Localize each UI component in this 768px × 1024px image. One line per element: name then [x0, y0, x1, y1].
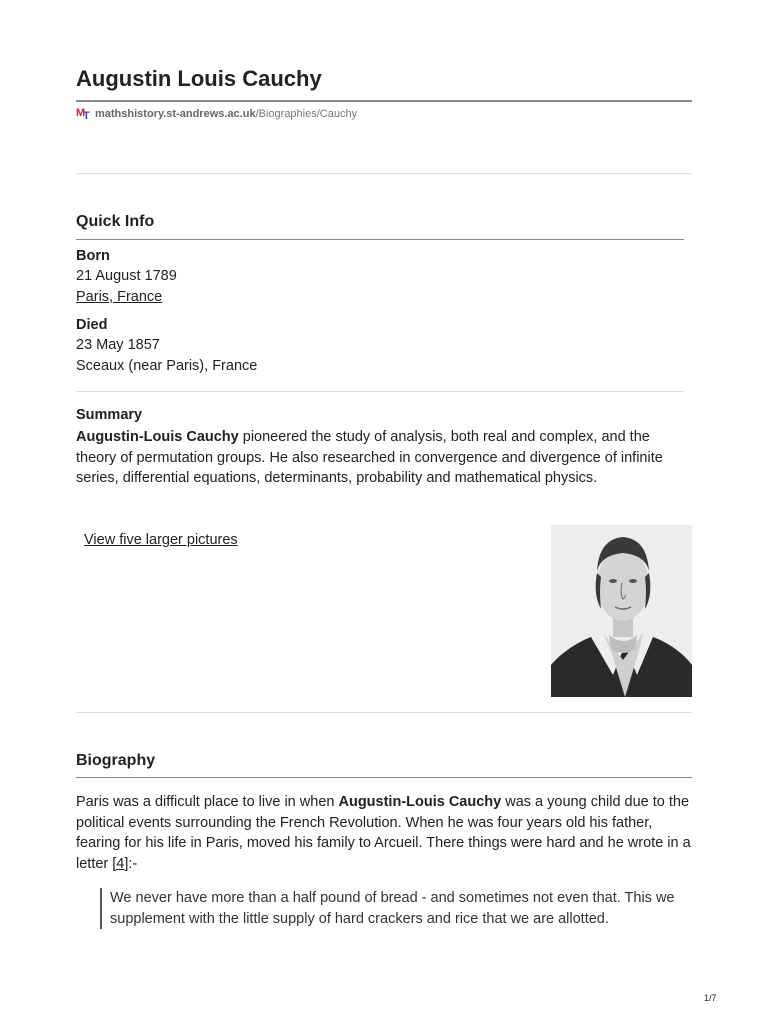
quick-info-heading: Quick Info — [76, 213, 155, 230]
page-title: Augustin Louis Cauchy — [76, 66, 322, 91]
died-date: 23 May 1857 — [76, 337, 160, 353]
biography-heading: Biography — [76, 752, 156, 769]
title-divider — [76, 100, 692, 102]
summary-text — [76, 427, 692, 489]
summary-subject-name: Augustin-Louis Cauchy — [76, 429, 239, 445]
biography-divider — [76, 777, 692, 778]
summary-body: pioneered the study of analysis, both real and complex, and the theory of permutation groups. He also researched in convergence and divergence of infinite series, differential equations, determinants, probability and mathematical physics. — [76, 429, 663, 486]
quick-info-divider — [76, 239, 684, 240]
source-url[interactable] — [76, 108, 357, 120]
divider — [76, 712, 692, 713]
born-place-link[interactable]: Paris, France — [76, 289, 163, 305]
divider — [76, 173, 692, 174]
source-domain: mathshistory.st-andrews.ac.uk — [95, 108, 256, 120]
reference-link[interactable]: [4] — [112, 855, 129, 872]
view-pictures-link[interactable]: View five larger pictures — [84, 532, 238, 548]
blockquote: We never have more than a half pound of bread - and sometimes not even that. This we supplement with the little supply of hard crackers and rice that we are allotted. — [100, 888, 690, 929]
cauchy-portrait[interactable] — [551, 525, 692, 697]
mathshistory-logo-icon: M T — [76, 107, 90, 122]
died-label: Died — [76, 317, 108, 333]
divider — [76, 391, 684, 392]
born-date: 21 August 1789 — [76, 268, 177, 284]
died-place: Sceaux (near Paris), France — [76, 358, 258, 374]
biography-subject-name: Augustin-Louis Cauchy — [338, 794, 502, 810]
summary-label: Summary — [76, 407, 143, 423]
biography-paragraph: Paris was a difficult place to live in when Augustin-Louis Cauchy was a young child due to the political events surrounding the French Revolution. When he was four years old his father, fearing for his life in Paris, moved his family to Arcueil. There things were hard and he wrote in a letter [4]:- — [76, 794, 691, 872]
page-number: 1/7 — [704, 993, 717, 1003]
born-label: Born — [76, 248, 110, 264]
source-path: /Biographies/Cauchy — [255, 108, 358, 120]
